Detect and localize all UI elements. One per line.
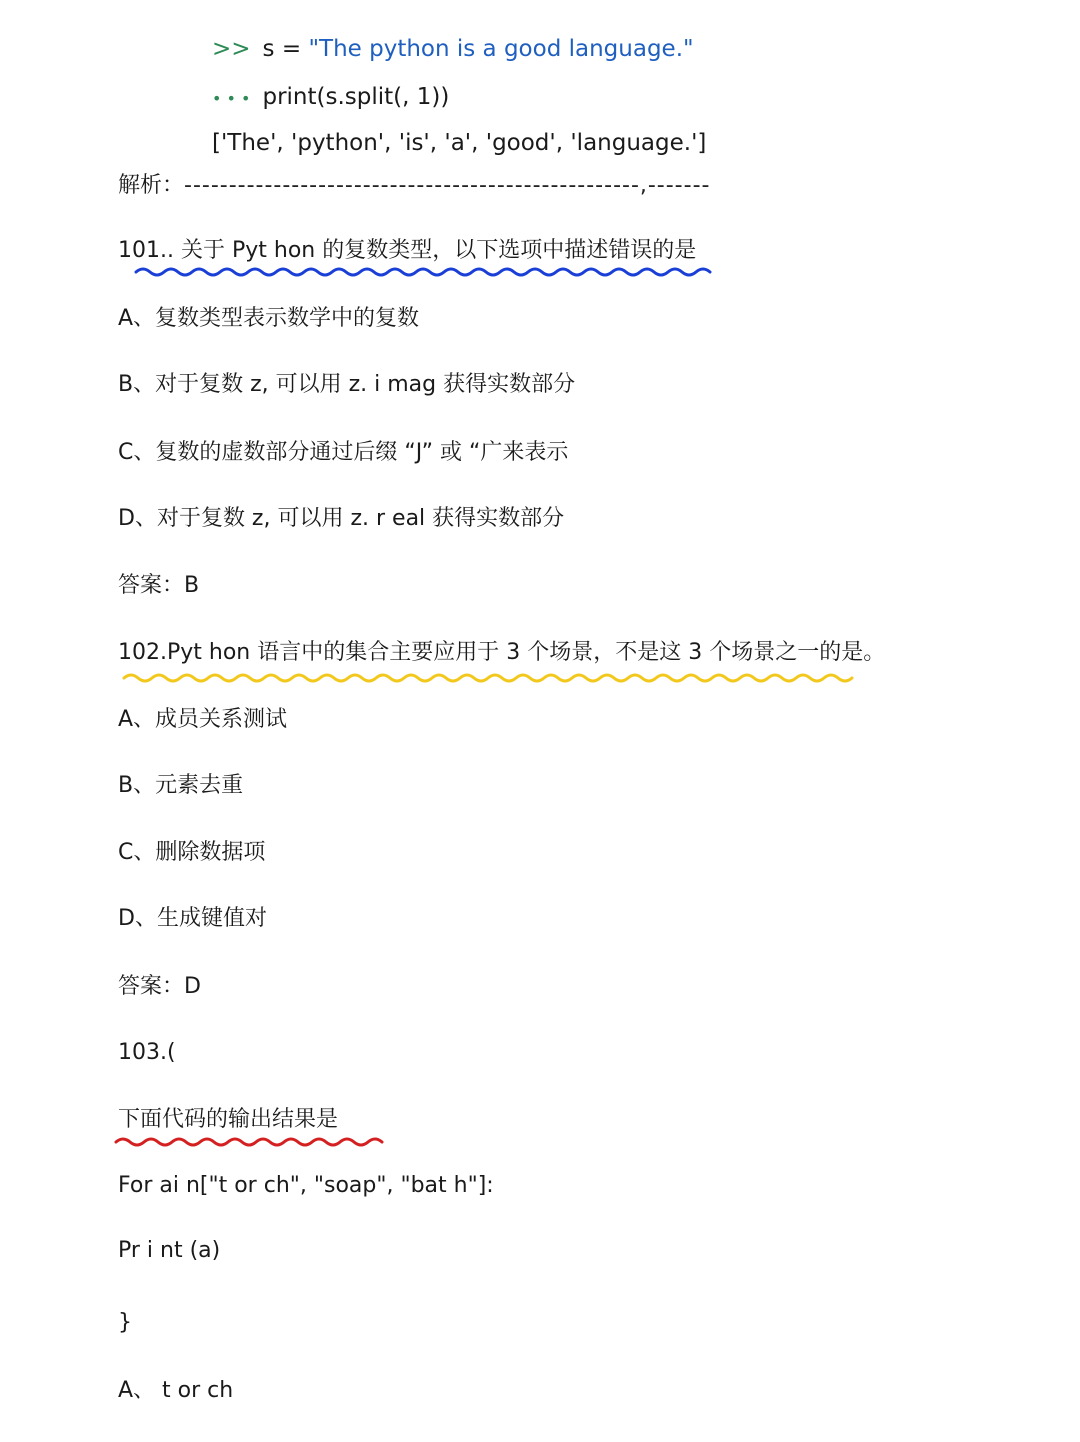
q101-answer: 答案：B [118, 573, 200, 598]
code-print-call: print(s.split(, 1)) [262, 84, 450, 110]
q103-code-line-3: } [118, 1310, 132, 1335]
q101-wavy-underline [136, 264, 736, 280]
code-string-literal: "The python is a good language." [308, 36, 694, 62]
q102-title: 102.Pyt hon 语言中的集合主要应用于 3 个场景，不是这 3 个场景之一的是。 [118, 640, 886, 665]
q102-option-a: A、成员关系测试 [118, 707, 288, 732]
q101-option-c: C、复数的虚数部分通过后缀 “J” 或 “广来表示 [118, 440, 569, 465]
q102-answer: 答案：D [118, 974, 201, 999]
q101-option-b: B、对于复数 z, 可以用 z. i mag 获得实数部分 [118, 372, 576, 397]
q103-number: 103.( [118, 1040, 176, 1065]
continuation-prompt: • • • [212, 89, 251, 108]
q101-option-d: D、对于复数 z, 可以用 z. r eal 获得实数部分 [118, 506, 565, 531]
q102-wavy-underline [124, 670, 864, 686]
q102-option-d: D、生成键值对 [118, 906, 267, 931]
q103-option-a: A、 t or ch [118, 1378, 234, 1403]
analysis-dashes: ---------------------------------------------------,------- [184, 173, 711, 198]
q103-prompt: 下面代码的输出结果是 [118, 1107, 339, 1132]
prompt-symbol: >> [212, 36, 251, 62]
q102-option-b: B、元素去重 [118, 773, 244, 798]
q101-option-a: A、复数类型表示数学中的复数 [118, 306, 420, 331]
code-line-1 [212, 36, 694, 64]
analysis-label: 解析： [118, 173, 185, 198]
q103-code-line-2: Pr i nt (a) [118, 1238, 221, 1263]
code-output-line: ['The', 'python', 'is', 'a', 'good', 'language.'] [212, 130, 707, 156]
code-assignment: s = [262, 36, 309, 62]
q102-option-c: C、删除数据项 [118, 840, 266, 865]
q103-wavy-underline [116, 1134, 396, 1150]
analysis-row [118, 173, 710, 199]
q103-code-line-1: For ai n["t or ch", "soap", "bat h"]: [118, 1173, 494, 1198]
code-line-2 [212, 84, 449, 112]
q101-title: 101.. 关于 Pyt hon 的复数类型，以下选项中描述错误的是 [118, 238, 697, 263]
